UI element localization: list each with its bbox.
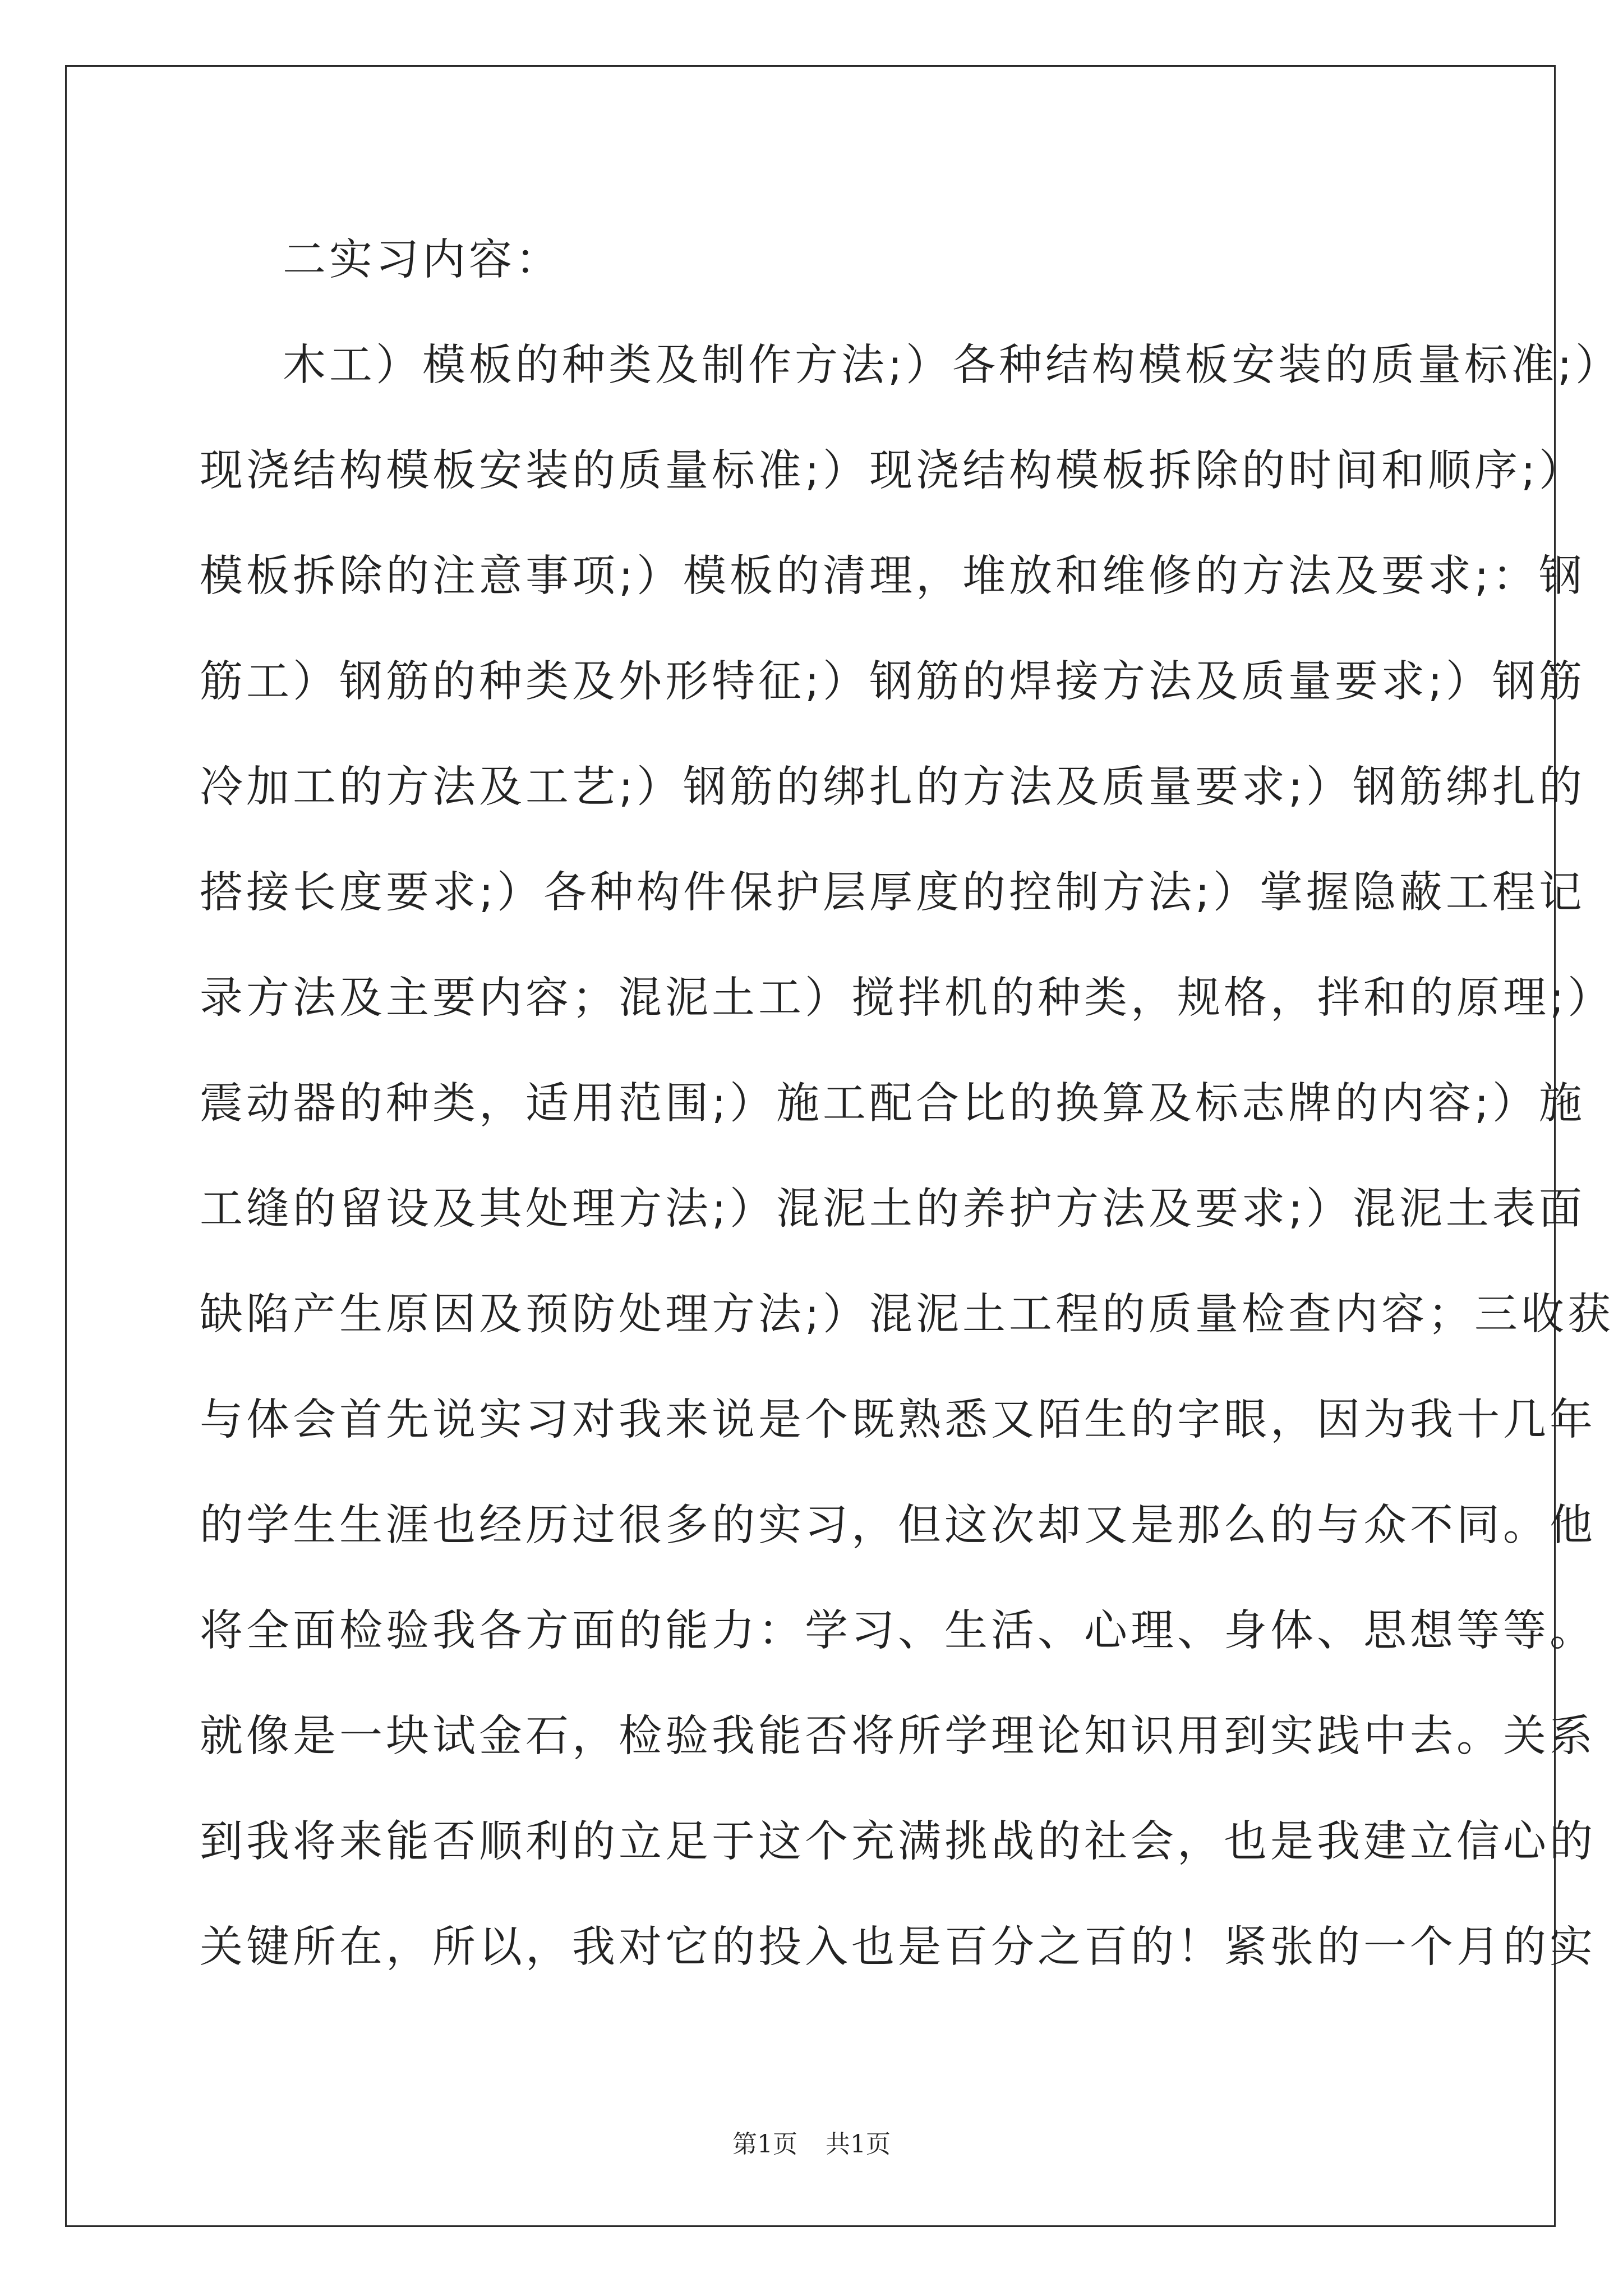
page-number-total: 共1页 <box>826 2130 891 2159</box>
text-line-11: 与体会首先说实习对我来说是个既熟悉又陌生的字眼，因为我十几年 <box>200 1395 1596 1445</box>
page-number-current: 第1页 <box>732 2130 797 2159</box>
text-line-16: 关键所在，所以，我对它的投入也是百分之百的！紧张的一个月的实 <box>200 1922 1596 1972</box>
section-heading: 二实习内容： <box>283 235 562 285</box>
text-line-1: 木工）模板的种类及制作方法;）各种结构模板安装的质量标准;） <box>283 341 1622 390</box>
text-line-14: 就像是一块试金石，检验我能否将所学理论知识用到实践中去。关系 <box>200 1711 1596 1761</box>
text-line-10: 缺陷产生原因及预防处理方法;）混泥土工程的质量检查内容；三收获 <box>200 1290 1614 1340</box>
text-line-9: 工缝的留设及其处理方法;）混泥土的养护方法及要求;）混泥土表面 <box>200 1184 1585 1234</box>
page-footer <box>0 2124 1623 2160</box>
text-line-3: 模板拆除的注意事项;）模板的清理，堆放和维修的方法及要求;：钢 <box>200 551 1585 601</box>
text-line-4: 筋工）钢筋的种类及外形特征;）钢筋的焊接方法及质量要求;）钢筋 <box>200 657 1585 707</box>
text-line-2: 现浇结构模板安装的质量标准;）现浇结构模板拆除的时间和顺序;） <box>200 446 1585 496</box>
text-line-5: 冷加工的方法及工艺;）钢筋的绑扎的方法及质量要求;）钢筋绑扎的 <box>200 762 1585 812</box>
text-line-15: 到我将来能否顺利的立足于这个充满挑战的社会，也是我建立信心的 <box>200 1817 1596 1867</box>
document-body <box>200 208 1622 2000</box>
text-line-6: 搭接长度要求;）各种构件保护层厚度的控制方法;）掌握隐蔽工程记 <box>200 868 1585 918</box>
text-line-12: 的学生生涯也经历过很多的实习，但这次却又是那么的与众不同。他 <box>200 1501 1596 1550</box>
text-line-13: 将全面检验我各方面的能力：学习、生活、心理、身体、思想等等。 <box>200 1606 1596 1656</box>
text-line-8: 震动器的种类，适用范围;）施工配合比的换算及标志牌的内容;）施 <box>200 1079 1585 1129</box>
text-line-7: 录方法及主要内容；混泥土工）搅拌机的种类，规格，拌和的原理;） <box>200 973 1614 1023</box>
